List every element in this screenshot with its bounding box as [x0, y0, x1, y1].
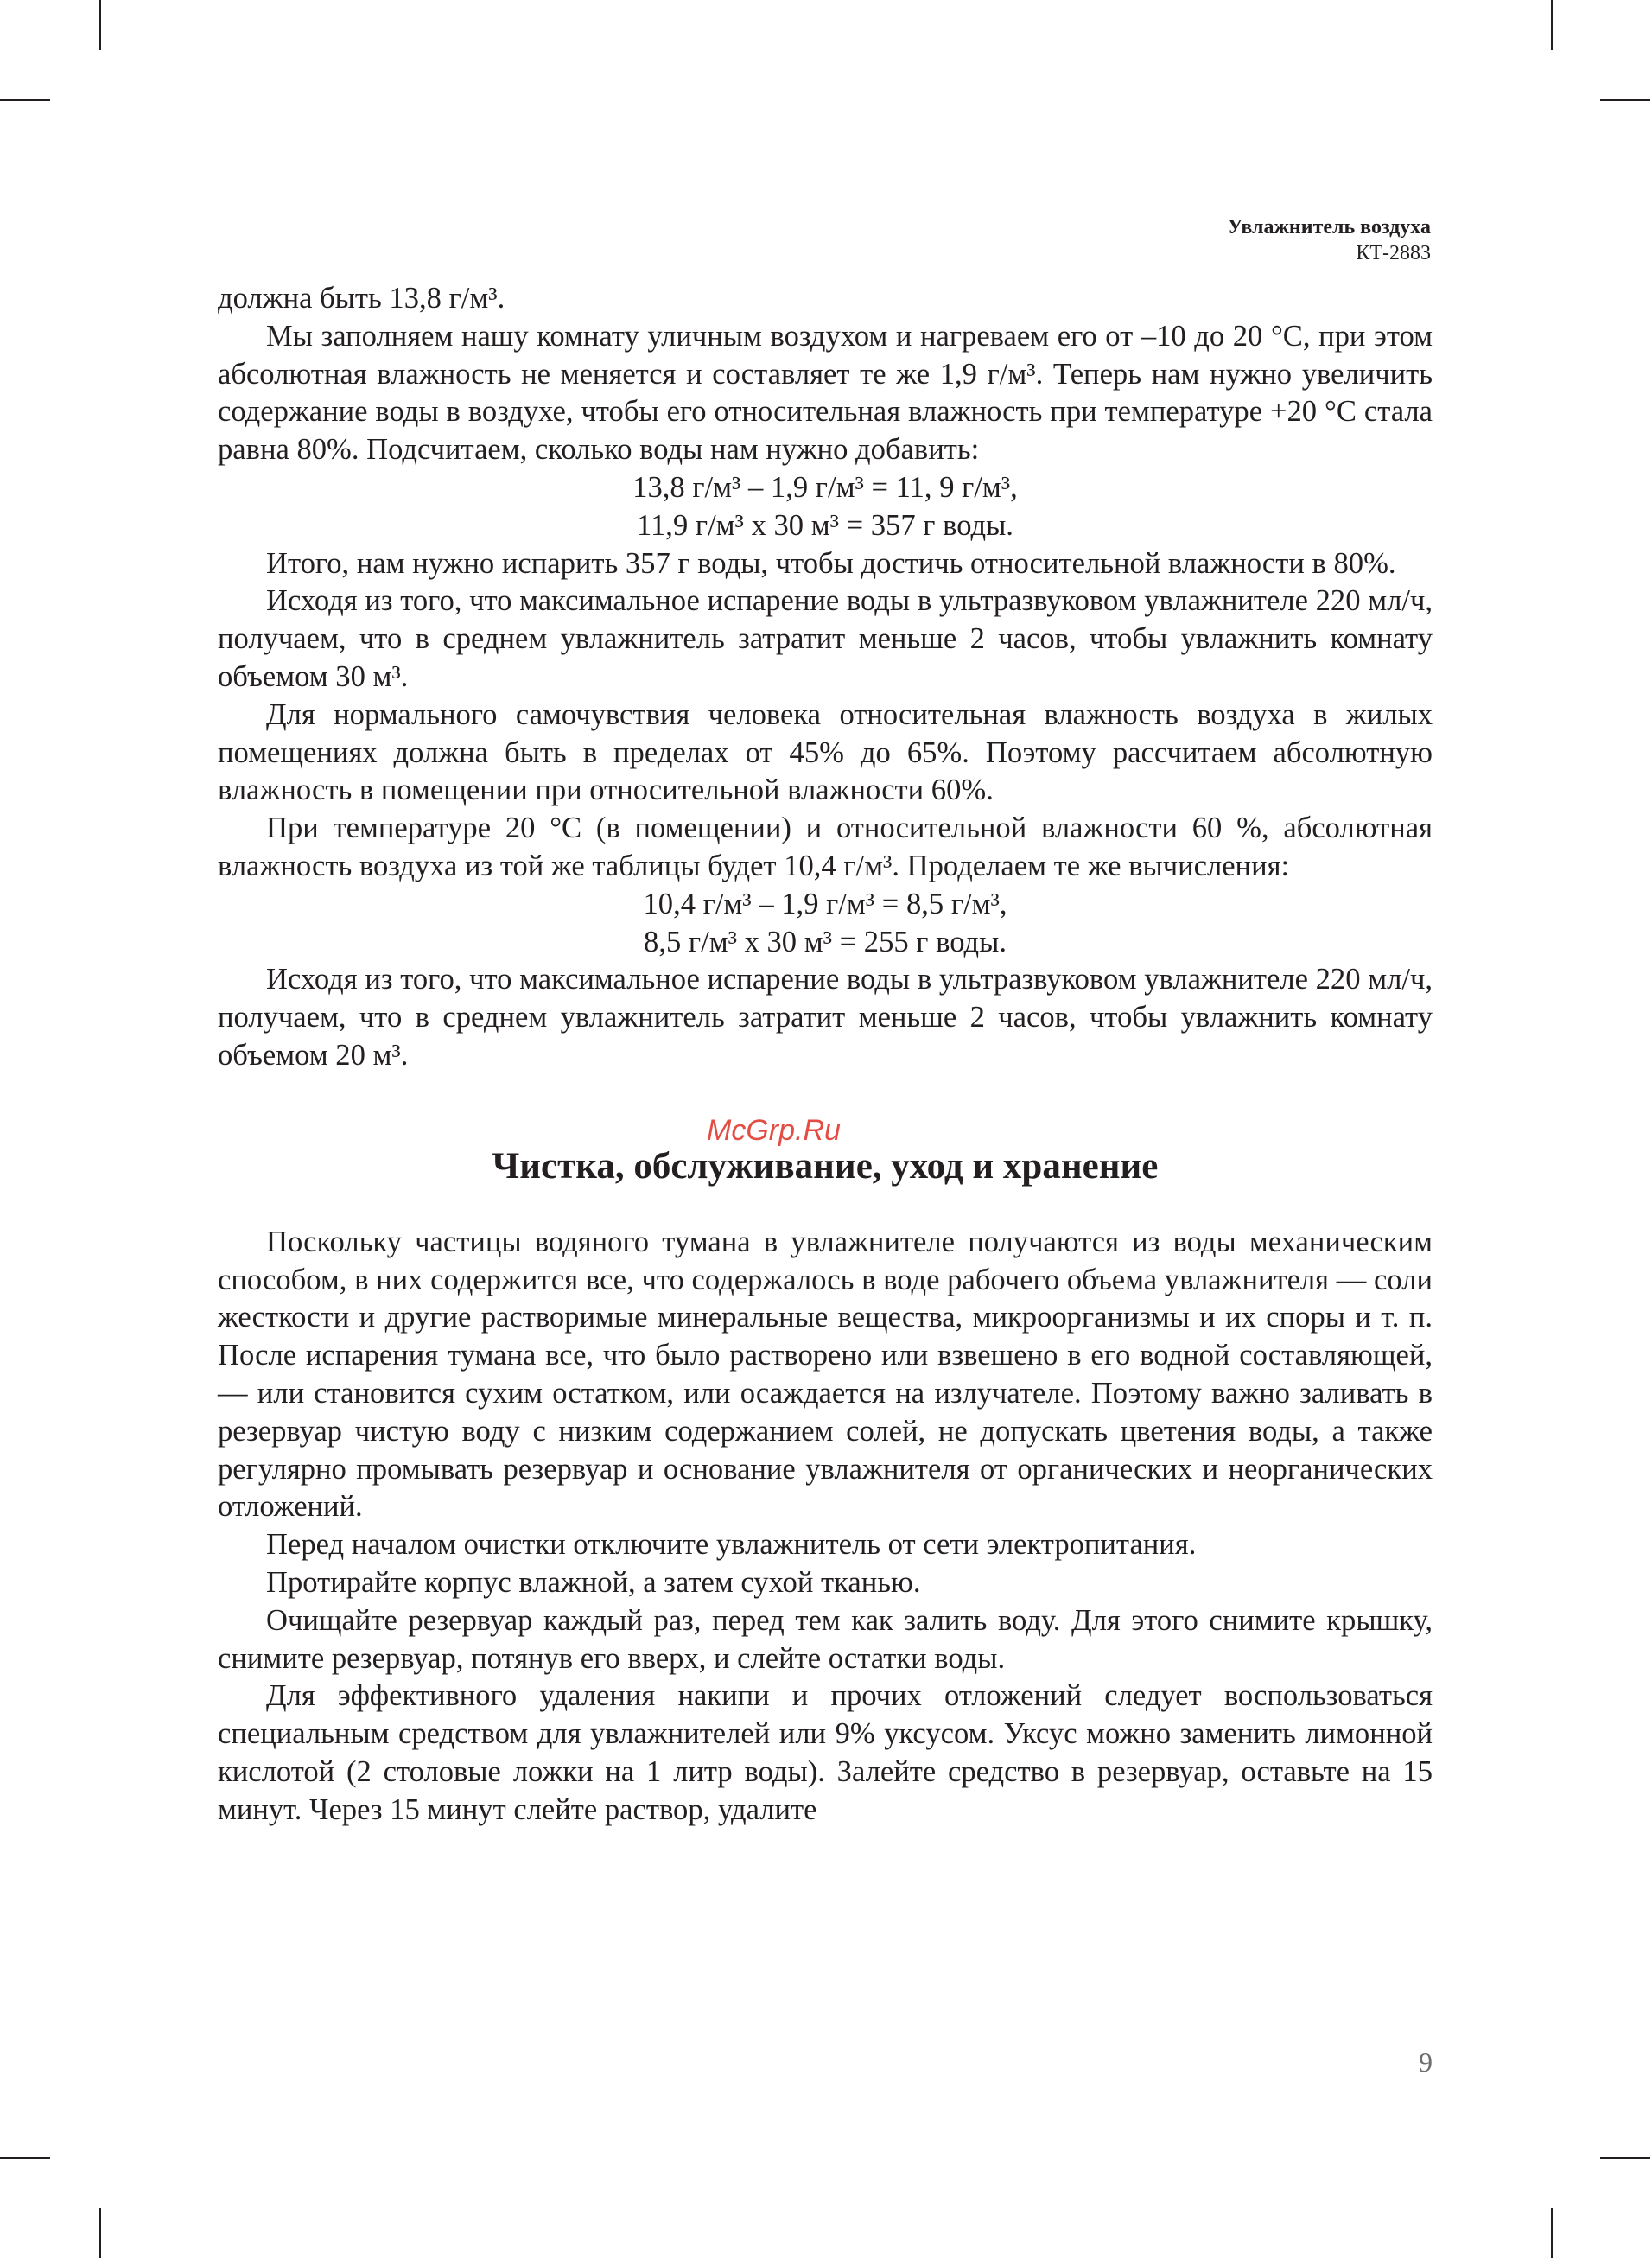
running-header	[1228, 214, 1431, 266]
crop-mark-right-bottom	[1600, 2157, 1650, 2159]
header-product-name: Увлажнитель воздуха	[1227, 216, 1431, 239]
crop-mark-top-left	[99, 0, 101, 50]
crop-mark-bottom-left	[99, 2208, 101, 2258]
paragraph-room-fill: Мы заполняем нашу комнату уличным воздухом и нагреваем его от –10 до 20 °С, при этом абсолютная влажность не меняется и составляет те же 1,9 г/м³. Теперь нам нужно увеличить содержание воды в воздухе, чтобы его относительная влажность при температуре +20 °С стала равна 80%. Подсчитаем, сколько воды нам нужно добавить:	[218, 319, 1433, 467]
formula-line-2a: 10,4 г/м³ – 1,9 г/м³ = 8,5 г/м³,	[643, 887, 1007, 920]
formula-line-1b: 11,9 г/м³ х 30 м³ = 357 г воды.	[637, 508, 1013, 542]
paragraph-continuation: должна быть 13,8 г/м³.	[218, 282, 505, 315]
formula-line-1a: 13,8 г/м³ – 1,9 г/м³ = 11, 9 г/м³,	[632, 470, 1018, 504]
crop-mark-left-top	[0, 99, 50, 101]
paragraph-calc-60: При температуре 20 °С (в помещении) и относительной влажности 60 %, абсолютная влажность воздуха из той же таблицы будет 10,4 г/м³. Проделаем те же вычисления:	[218, 812, 1433, 882]
crop-mark-left-bottom	[0, 2157, 50, 2159]
watermark: McGrp.Ru	[707, 1114, 841, 1147]
formula-line-2b: 8,5 г/м³ х 30 м³ = 255 г воды.	[644, 925, 1007, 958]
crop-mark-bottom-right	[1551, 2208, 1553, 2258]
section-title: Чистка, обслуживание, уход и хранение	[492, 1145, 1159, 1187]
paragraph-unplug: Перед началом очистки отключите увлажнитель от сети электропитания.	[266, 1528, 1197, 1562]
crop-mark-top-right	[1551, 0, 1553, 50]
paragraph-evaporation-30: Исходя из того, что максимальное испарение воды в ультразвуковом увлажнителе 220 мл/ч, получаем, что в среднем увлажнитель затратит меньше 2 часов, чтобы увлажнить комнату объемом 30 м³.	[218, 584, 1433, 693]
paragraph-mist-particles: Поскольку частицы водяного тумана в увлажнителе получаются из воды механическим способом, в них содержится все, что содержалось в воде рабочего объема увлажнителя — соли жесткости и другие растворимые минеральные вещества, микроорганизмы и их споры и т. п. После испарения тумана все, что было растворено или взвешено в его водной составляющей, — или становится сухим остатком, или осаждается на излучателе. Поэтому важно заливать в резервуар чистую воду с низким содержанием солей, не допускать цветения воды, а также регулярно промывать резервуар и основание увлажнителя от органических и неорганических отложений.	[218, 1225, 1433, 1524]
paragraph-clean-reservoir: Очищайте резервуар каждый раз, перед тем как залить воду. Для этого снимите крышку, снимите резервуар, потянув его вверх, и слейте остатки воды.	[218, 1603, 1433, 1675]
header-model: КТ-2883	[1356, 242, 1431, 264]
page-number: 9	[1419, 2047, 1433, 2078]
page-body	[218, 280, 1433, 1829]
paragraph-evaporation-20: Исходя из того, что максимальное испарение воды в ультразвуковом увлажнителе 220 мл/ч, получаем, что в среднем увлажнитель затратит меньше 2 часов, чтобы увлажнить комнату объемом 20 м³.	[218, 963, 1433, 1072]
paragraph-wipe-body: Протирайте корпус влажной, а затем сухой тканью.	[266, 1565, 921, 1599]
paragraph-comfort-humidity: Для нормального самочувствия человека относительная влажность воздуха в жилых помещениях должна быть в пределах от 45% до 65%. Поэтому рассчитаем абсолютную влажность в помещении при относительной влажности 60%.	[218, 697, 1433, 807]
paragraph-descaling: Для эффективного удаления накипи и прочих отложений следует воспользоваться специальным средством для увлажнителей или 9% уксусом. Уксус можно заменить лимонной кислотой (2 столовые ложки на 1 литр воды). Залейте средство в резервуар, оставьте на 15 минут. Через 15 минут слейте раствор, удалите	[218, 1679, 1433, 1826]
crop-mark-right-top	[1600, 99, 1650, 101]
paragraph-total-357: Итого, нам нужно испарить 357 г воды, чтобы достичь относительной влажности в 80%.	[266, 546, 1396, 580]
